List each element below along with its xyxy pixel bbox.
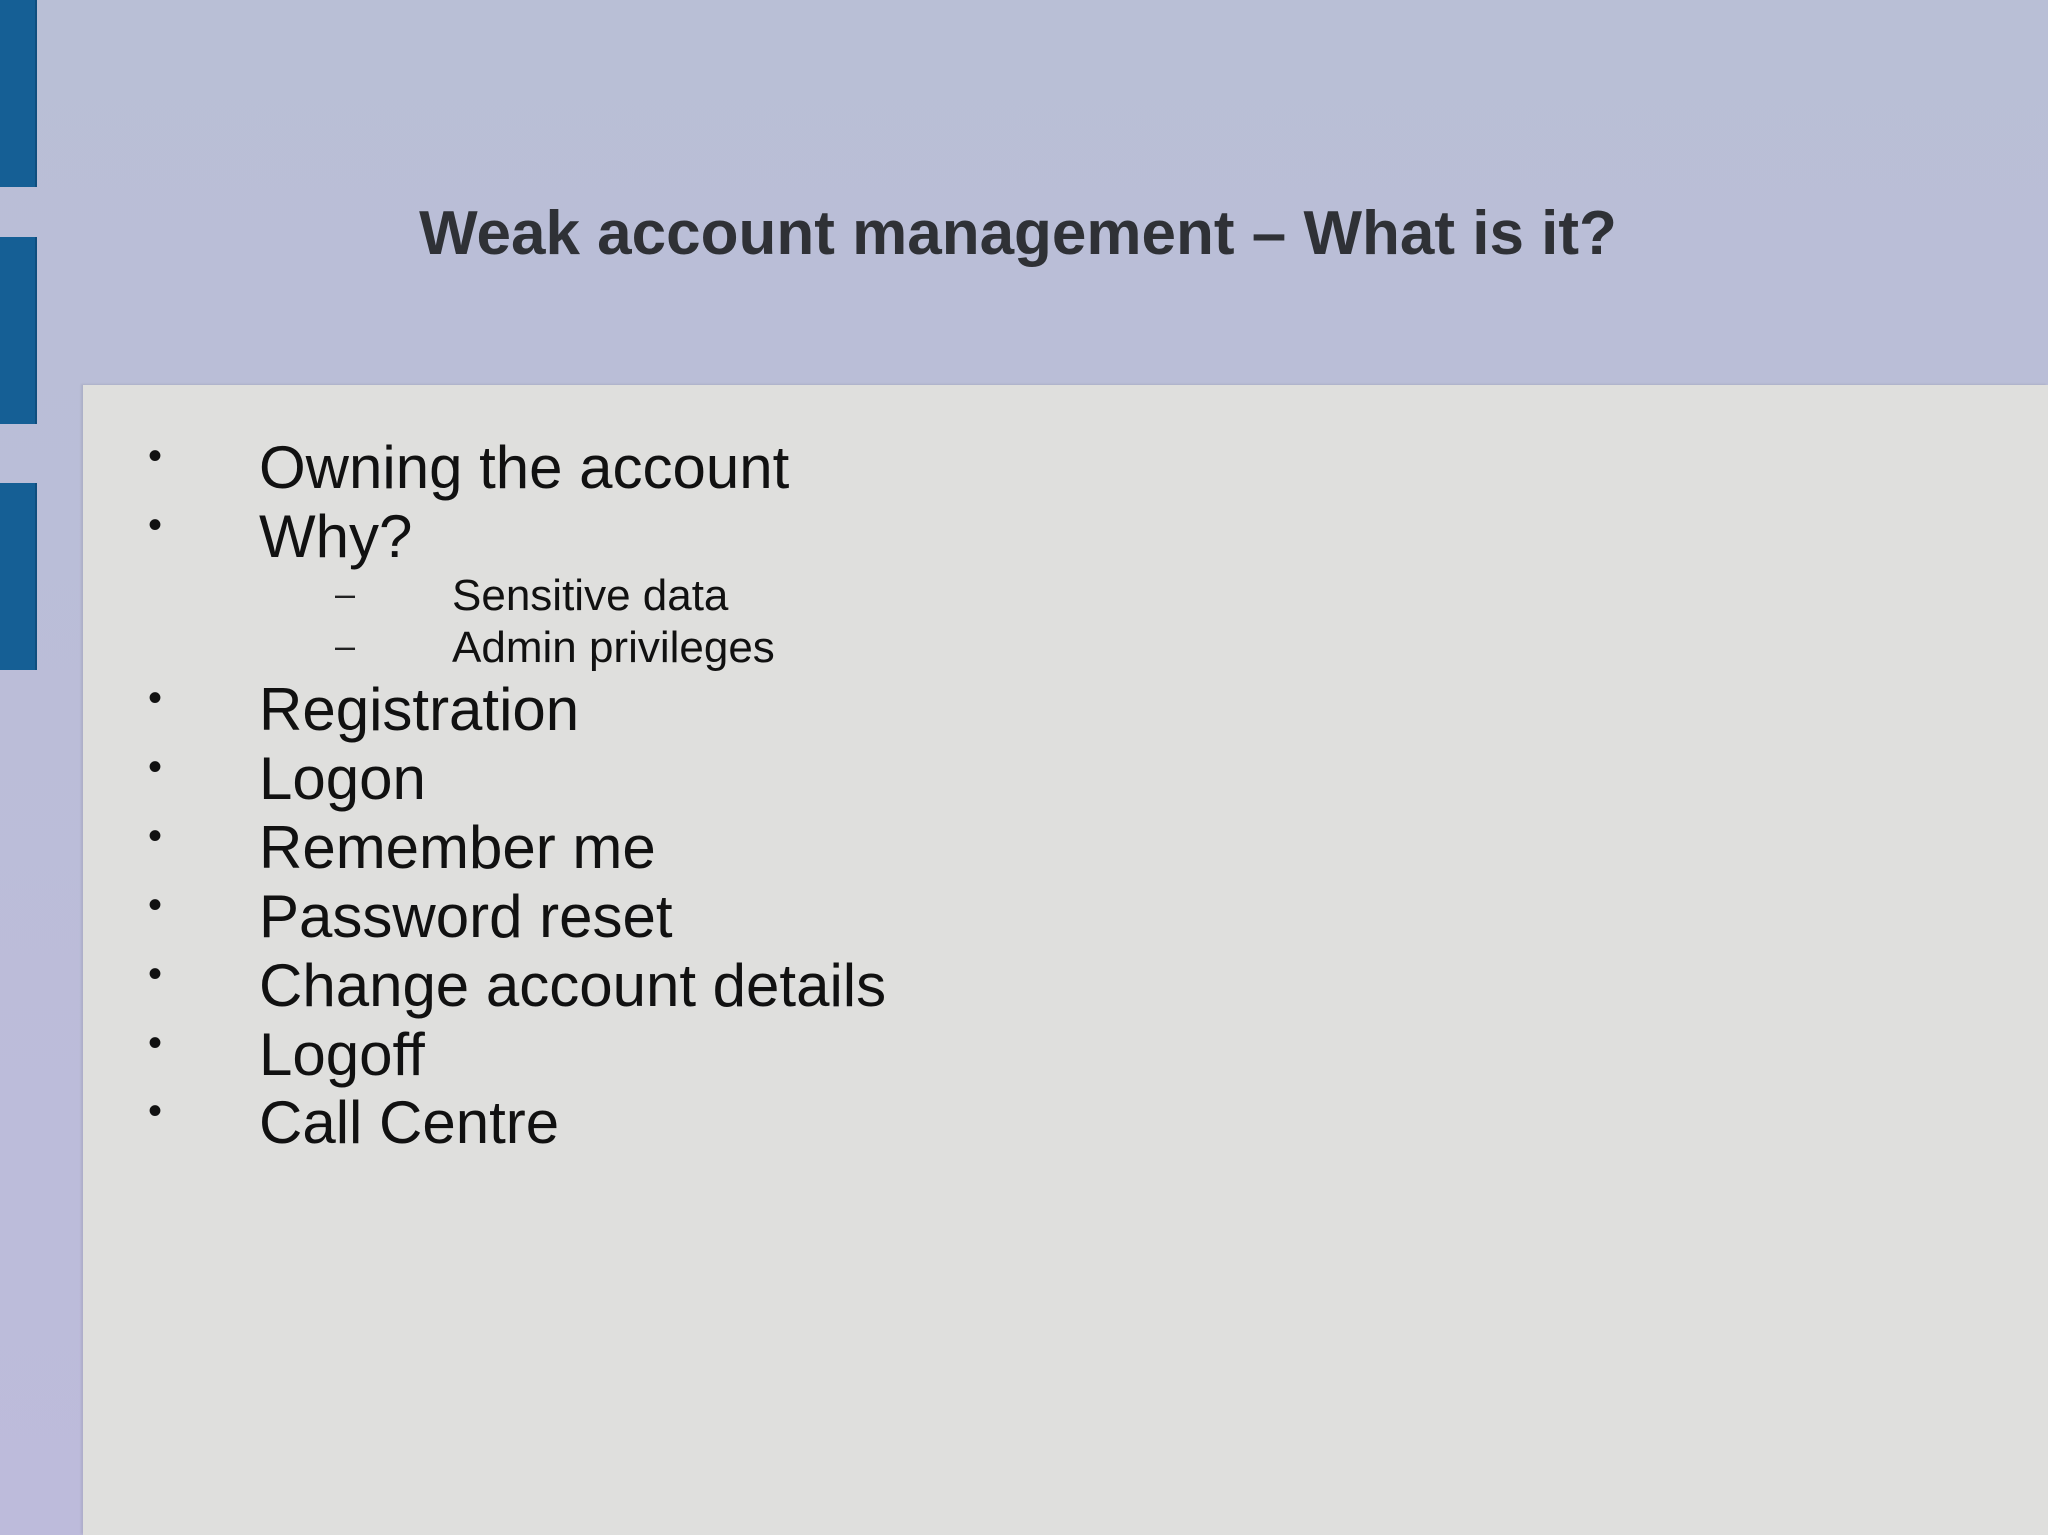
accent-bar-top bbox=[0, 0, 37, 187]
sub-list-item-text: Admin privileges bbox=[452, 623, 775, 672]
list-item-text: Change account details bbox=[259, 952, 887, 1019]
bullet-marker: • bbox=[148, 1089, 163, 1133]
bullet-marker: • bbox=[148, 434, 163, 478]
bullet-marker: • bbox=[148, 883, 163, 927]
list-item-text: Owning the account bbox=[259, 434, 790, 501]
bullet-marker: • bbox=[148, 676, 163, 720]
bullet-marker: • bbox=[148, 952, 163, 996]
list-item-text: Why? bbox=[259, 503, 413, 570]
bullet-marker: • bbox=[148, 745, 163, 789]
slide-title: Weak account management – What is it? bbox=[419, 199, 1617, 268]
list-item-text: Remember me bbox=[259, 814, 656, 881]
accent-bar-bottom bbox=[0, 483, 37, 670]
list-item-text: Registration bbox=[259, 676, 580, 743]
list-item-text: Password reset bbox=[259, 883, 673, 950]
sub-marker: – bbox=[335, 573, 356, 614]
bullet-marker: • bbox=[148, 503, 163, 547]
content-panel bbox=[83, 385, 2048, 1535]
list-item-text: Call Centre bbox=[259, 1089, 560, 1156]
sub-list-item-text: Sensitive data bbox=[452, 571, 729, 620]
list-item-text: Logoff bbox=[259, 1021, 425, 1088]
bullet-marker: • bbox=[148, 814, 163, 858]
sub-marker: – bbox=[335, 625, 356, 666]
accent-bar-middle bbox=[0, 237, 37, 424]
bullet-marker: • bbox=[148, 1021, 163, 1065]
list-item-text: Logon bbox=[259, 745, 426, 812]
